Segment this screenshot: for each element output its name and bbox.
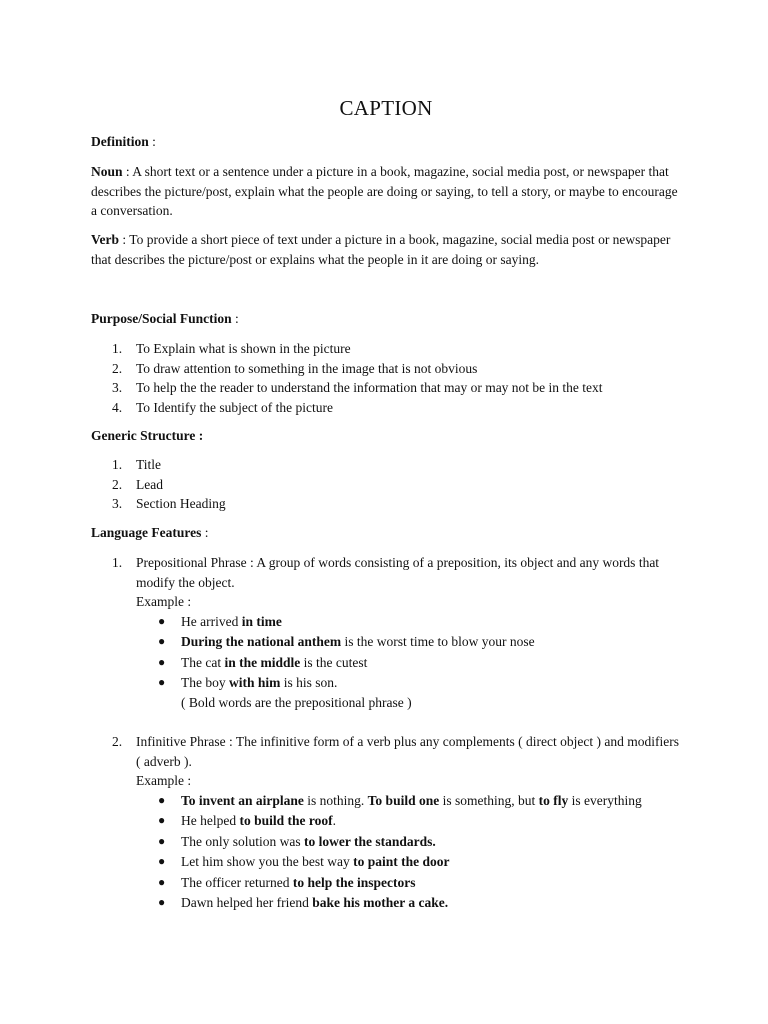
prepositional-phrase-section — [91, 553, 681, 713]
bullet-icon: ● — [158, 854, 166, 868]
bullet-icon: ● — [158, 634, 166, 648]
example-label: Example : — [136, 773, 192, 788]
language-heading: Language Features : — [91, 525, 209, 540]
prepositional-phrase-definition: Prepositional Phrase : A group of words consisting of a preposition, its object and any words that modify the object. — [136, 555, 660, 590]
bullet-icon: ● — [158, 792, 166, 807]
page-title: CAPTION — [339, 96, 433, 120]
purpose-heading-label: Purpose/Social Function — [91, 311, 232, 326]
purpose-heading: Purpose/Social Function : — [91, 311, 239, 326]
list-item: 3. Section Heading — [112, 496, 226, 511]
list-item: 3. To help the the reader to understand the information that may or may not be in the text — [112, 380, 603, 395]
verb-definition: Verb : To provide a short piece of text under a picture in a book, magazine, social media post or newspaper that describes the picture/post or explains what the people in it are doing or saying. — [91, 232, 671, 267]
prepositional-note: ( Bold words are the prepositional phrase ) — [181, 694, 412, 710]
list-item: 2. Lead — [112, 476, 163, 492]
list-item: ● He arrived in time — [136, 612, 681, 632]
noun-term: Noun — [91, 164, 123, 179]
language-heading-label: Language Features — [91, 525, 202, 540]
structure-list — [91, 455, 681, 514]
verb-term: Verb — [91, 232, 120, 247]
list-item: 1. To Explain what is shown in the picture — [112, 341, 351, 356]
bullet-icon: ● — [158, 613, 166, 628]
definition-heading-label: Definition — [91, 134, 149, 149]
bullet-icon: ● — [158, 813, 166, 827]
list-item: 2. Infinitive Phrase : The infinitive form of a verb plus any complements ( direct object ) and modifiers ( adverb ). — [112, 734, 679, 769]
list-item: ● Dawn helped her friend bake his mother a cake. — [136, 893, 681, 913]
list-item: 4. To Identify the subject of the picture — [112, 399, 333, 415]
list-item: 1. Title — [112, 457, 162, 472]
list-item: ● He helped to build the roof. — [136, 811, 681, 831]
purpose-list — [91, 339, 681, 417]
list-item: ● The boy with him is his son. ( Bold words are the prepositional phrase ) — [136, 673, 681, 712]
infinitive-phrase-section — [91, 732, 681, 914]
definition-heading: Definition : — [91, 134, 156, 149]
bullet-icon: ● — [158, 833, 166, 848]
list-item: ● Let him show you the best way to paint the door — [136, 852, 681, 872]
prepositional-examples — [136, 612, 681, 713]
list-item: 2. To draw attention to something in the image that is not obvious — [112, 360, 478, 376]
list-item: ● During the national anthem is the worst time to blow your nose — [136, 632, 681, 652]
list-item: ● The only solution was to lower the standards. — [136, 832, 681, 852]
list-item: ● The cat in the middle is the cutest — [136, 653, 681, 673]
noun-definition: Noun : A short text or a sentence under a picture in a book, magazine, social media post, or newspaper that describes the picture/post, explain what the people are doing or saying, to tell a story, or maybe to encourage a conversation. — [91, 164, 678, 218]
bullet-icon: ● — [158, 895, 166, 909]
noun-text: A short text or a sentence under a picture in a book, magazine, social media post, or newspaper that describes the picture/post, explain what the people are doing or saying, to tell a story, or maybe to encourage a conversation. — [91, 164, 678, 218]
infinitive-phrase-definition: Infinitive Phrase : The infinitive form of a verb plus any complements ( direct object ) and modifiers ( adverb ). — [136, 734, 679, 769]
verb-text: To provide a short piece of text under a picture in a book, magazine, social media post or newspaper that describes the picture/post or explains what the people in it are doing or saying. — [91, 232, 671, 267]
list-item: ● To invent an airplane is nothing. To build one is something, but to fly is everything — [136, 791, 681, 811]
bullet-icon: ● — [158, 654, 166, 669]
bullet-icon: ● — [158, 675, 166, 689]
infinitive-examples — [136, 791, 681, 913]
structure-heading: Generic Structure : — [91, 428, 204, 443]
example-label: Example : — [136, 594, 192, 609]
list-item: ● The officer returned to help the inspectors — [136, 873, 681, 893]
bullet-icon: ● — [158, 874, 166, 889]
list-item: 1. Prepositional Phrase : A group of words consisting of a preposition, its object and any words that modify the object. — [112, 555, 660, 590]
